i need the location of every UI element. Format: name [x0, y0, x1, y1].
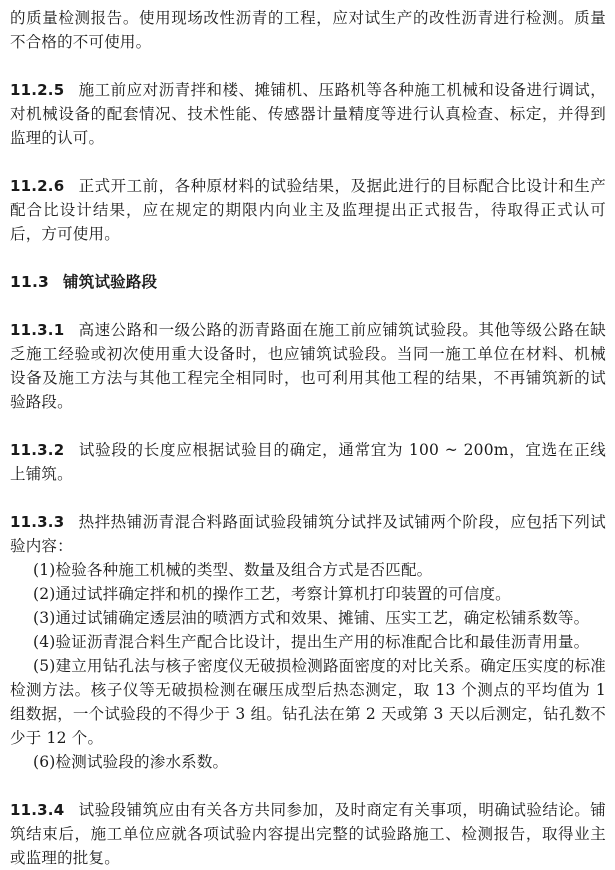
clause-number: 11.2.6	[10, 177, 65, 195]
list-item: (6)检测试验段的渗水系数。	[33, 753, 229, 771]
clause-text: 试验段的长度应根据试验目的确定，通常宜为 100 ~ 200m，宜选在正线上铺筑。	[10, 441, 606, 483]
spacer	[10, 486, 606, 510]
section-title: 铺筑试验路段	[63, 273, 158, 291]
clause-number: 11.3.1	[10, 321, 65, 339]
document-page	[10, 6, 606, 870]
section-number: 11.3	[10, 273, 50, 291]
clause-11-3-4	[10, 798, 606, 870]
list-item: (4)验证沥青混合料生产配合比设计，提出生产用的标准配合比和最佳沥青用量。	[33, 633, 590, 651]
clause-text: 施工前应对沥青拌和楼、摊铺机、压路机等各种施工机械和设备进行调试，对机械设备的配套情况、技术性能、传感器计量精度等进行认真检查、标定，并得到监理的认可。	[10, 81, 606, 147]
spacer	[10, 54, 606, 78]
clause-text: 高速公路和一级公路的沥青路面在施工前应铺筑试验段。其他等级公路在缺乏施工经验或初次使用重大设备时，也应铺筑试验段。当同一施工单位在材料、机械设备及施工方法与其他工程完全相同时，也可利用其他工程的结果，不再铺筑新的试验路段。	[10, 321, 606, 411]
clause-11-2-6	[10, 174, 606, 246]
spacer	[10, 414, 606, 438]
clause-number: 11.2.5	[10, 81, 65, 99]
list-item: (2)通过试拌确定拌和机的操作工艺，考察计算机打印装置的可信度。	[33, 585, 511, 603]
clause-number: 11.3.2	[10, 441, 65, 459]
list-item: (5)建立用钻孔法与核子密度仪无破损检测路面密度的对比关系。确定压实度的标准检测方法。核子仪等无破损检测在碾压成型后热态测定，取 13 个测点的平均值为 1 组数据，一个试验段的不得少于 3 组。钻孔法在第 2 天或第 3 天以后测定，钻孔数不少于 12 个。	[10, 657, 606, 747]
clause-text: 热拌热铺沥青混合料路面试验段铺筑分试拌及试铺两个阶段，应包括下列试验内容：	[10, 513, 606, 555]
intro-paragraph: 的质量检测报告。使用现场改性沥青的工程，应对试生产的改性沥青进行检测。质量不合格的不可使用。	[10, 9, 606, 51]
clause-11-3-3	[10, 510, 606, 558]
spacer	[10, 246, 606, 270]
clause-number: 11.3.3	[10, 513, 65, 531]
list-item: (3)通过试铺确定透层油的喷洒方式和效果、摊铺、压实工艺，确定松铺系数等。	[33, 609, 590, 627]
section-heading-11-3	[10, 270, 606, 294]
clause-number: 11.3.4	[10, 801, 65, 819]
spacer	[10, 294, 606, 318]
clause-text: 正式开工前，各种原材料的试验结果，及据此进行的目标配合比设计和生产配合比设计结果，应在规定的期限内向业主及监理提出正式报告，待取得正式认可后，方可使用。	[10, 177, 606, 243]
spacer	[10, 774, 606, 798]
clause-text: 试验段铺筑应由有关各方共同参加，及时商定有关事项，明确试验结论。铺筑结束后，施工单位应就各项试验内容提出完整的试验路施工、检测报告，取得业主或监理的批复。	[10, 801, 606, 867]
spacer	[10, 150, 606, 174]
list-item: (1)检验各种施工机械的类型、数量及组合方式是否匹配。	[33, 561, 433, 579]
clause-11-3-2	[10, 438, 606, 486]
clause-11-2-5	[10, 78, 606, 150]
clause-11-3-1	[10, 318, 606, 414]
